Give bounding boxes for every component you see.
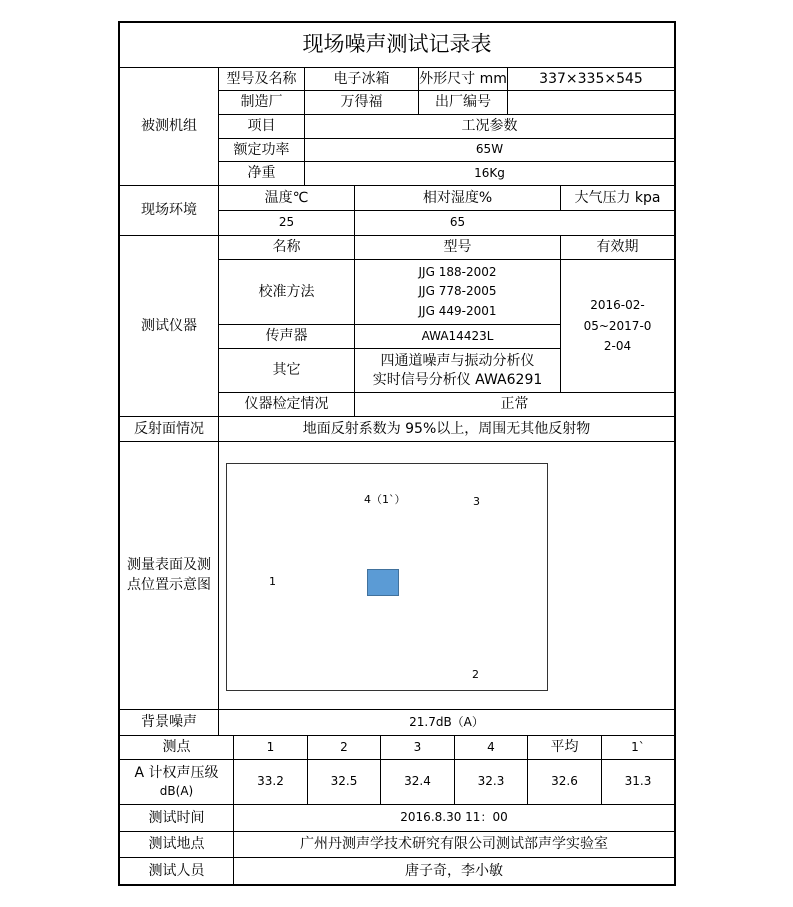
model-name-label: 型号及名称 (226, 70, 297, 87)
test-staff-value: 唐子奇，李小敏 (405, 862, 503, 879)
temp-label: 温度℃ (264, 189, 309, 206)
power-label: 额定功率 (233, 141, 290, 158)
pressure-value (561, 211, 674, 235)
item-label: 项目 (247, 118, 276, 135)
measure-value: 32.5 (330, 774, 358, 789)
calibration-standard: JJG 449-2001 (418, 303, 497, 318)
manufacturer-label: 制造厂 (240, 94, 283, 111)
measure-average-header: 平均 (550, 739, 579, 756)
humidity-label: 相对湿度% (422, 189, 493, 206)
page-title: 现场噪声测试记录表 (302, 32, 492, 57)
measure-points-label: 测点 (162, 739, 191, 756)
dimension-label: 外形尺寸 mm (419, 70, 507, 87)
divider (218, 441, 219, 735)
measure-value: 32.3 (477, 774, 505, 789)
test-location-label: 测试地点 (148, 836, 205, 853)
power-value: 65W (475, 142, 504, 157)
other-instruments-label: 其它 (272, 362, 301, 379)
serial-label: 出厂编号 (435, 94, 491, 111)
other-instrument-line: 实时信号分析仪 AWA6291 (372, 371, 543, 388)
other-instruments-value (355, 349, 560, 392)
unit-section-label: 被测机组 (141, 118, 197, 135)
humidity-value: 65 (449, 215, 466, 230)
calibration-standard: JJG 188-2002 (418, 265, 497, 280)
serial-value (508, 91, 674, 114)
measure-value: 33.2 (257, 774, 284, 789)
measure-point-header: 3 (413, 739, 422, 754)
measure-value: 31.3 (624, 774, 652, 789)
pressure-label: 大气压力 kpa (574, 189, 661, 206)
item-value: 工况参数 (461, 118, 518, 135)
microphone-value: AWA14423L (421, 328, 494, 343)
measurement-point-2: 2 (472, 668, 479, 681)
instrument-validity-header: 有效期 (596, 239, 639, 256)
measure-point-header: 2 (340, 739, 348, 754)
weighted-level-label (120, 760, 233, 804)
instrument-check-label: 仪器检定情况 (244, 396, 329, 413)
other-instrument-line: 四通道噪声与振动分析仪 (380, 352, 535, 369)
validity-line: 2-04 (603, 339, 632, 354)
reflection-label: 反射面情况 (134, 420, 204, 437)
instrument-check-value: 正常 (500, 396, 529, 413)
validity-line: 2016-02-05~2017-0 (583, 298, 652, 333)
measurement-point-3: 3 (473, 495, 480, 508)
validity-period (561, 260, 674, 392)
test-location-value: 广州丹测声学技术研究有限公司测试部声学实验室 (300, 836, 608, 853)
temp-value: 25 (278, 215, 295, 230)
calibration-values (355, 260, 560, 324)
measure-average-value: 32.6 (551, 774, 578, 789)
measurement-point-4: 4（1`） (364, 493, 406, 506)
environment-label: 现场环境 (141, 202, 197, 219)
instrument-name-header: 名称 (272, 239, 301, 256)
diagram-label-line: 点位置示意图 (127, 576, 211, 593)
instruments-label: 测试仪器 (141, 317, 197, 334)
microphone-label: 传声器 (265, 328, 308, 345)
weighted-level-label-line: A 计权声压级 (134, 765, 219, 782)
test-time-label: 测试时间 (148, 809, 205, 826)
measurement-point-1: 1 (269, 575, 276, 588)
test-staff-label: 测试人员 (148, 862, 205, 879)
border-bottom (118, 884, 676, 886)
device-under-test-marker (367, 569, 399, 596)
weighted-level-label-line: dB(A) (159, 784, 194, 799)
manufacturer-value: 万得福 (340, 94, 383, 111)
instrument-model-header: 型号 (443, 239, 472, 256)
diagram-label (120, 442, 218, 709)
background-noise-label: 背景噪声 (141, 714, 197, 731)
calibration-standard: JJG 778-2005 (418, 284, 497, 299)
background-noise-value: 21.7dB（A） (409, 714, 484, 729)
model-name-value: 电子冰箱 (333, 70, 390, 87)
dimension-value: 337×335×545 (539, 70, 643, 87)
weight-value: 16Kg (474, 165, 505, 180)
border-right (674, 21, 676, 886)
reflection-value: 地面反射系数为 95%以上，周围无其他反射物 (302, 420, 591, 437)
measure-point-header: 1 (266, 739, 275, 754)
diagram-label-line: 测量表面及测 (127, 556, 211, 573)
measure-point-header: 4 (487, 739, 495, 754)
weight-label: 净重 (247, 165, 276, 182)
test-time-value: 2016.8.30 11：00 (400, 810, 508, 825)
measure-point-header: 1` (631, 739, 645, 754)
measure-value: 32.4 (404, 774, 431, 789)
calibration-label: 校准方法 (258, 283, 315, 300)
